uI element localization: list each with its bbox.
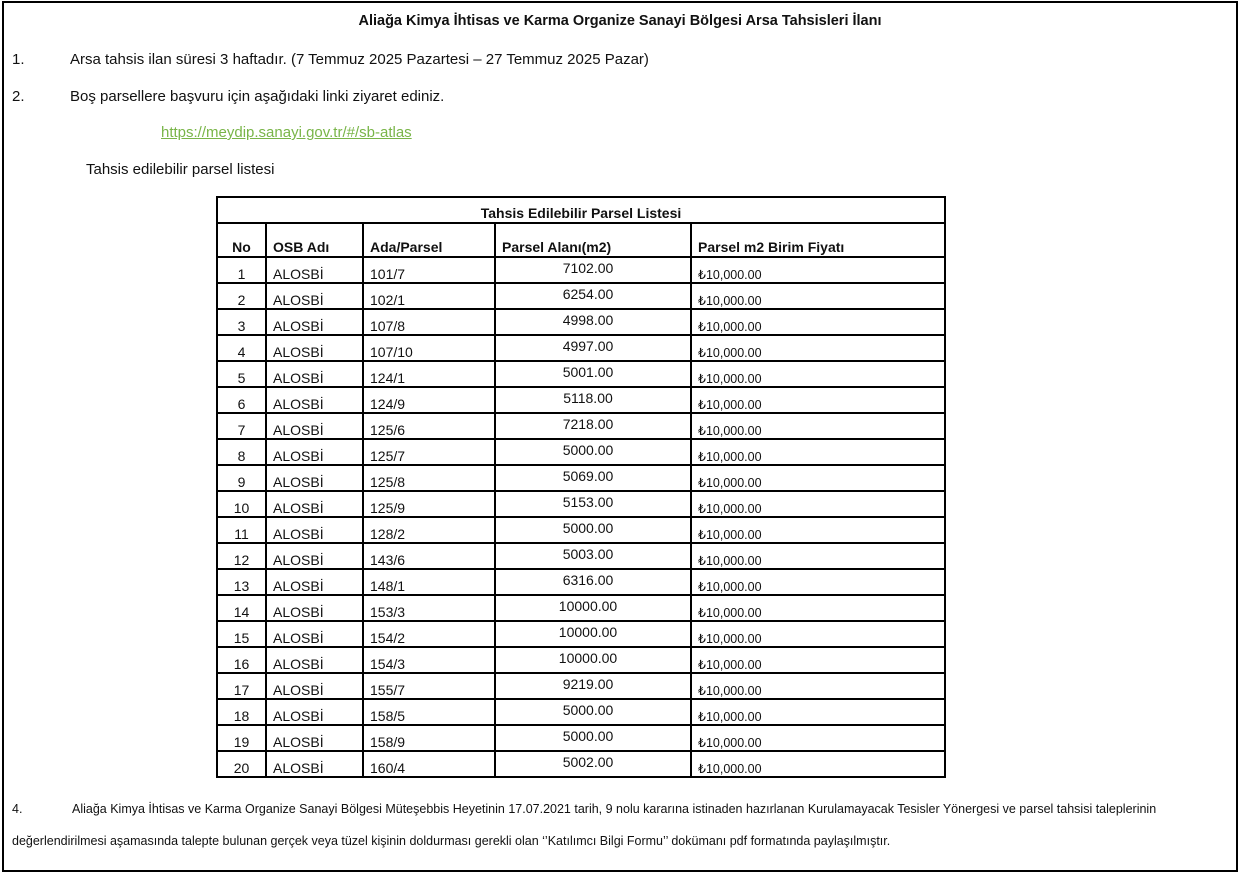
cell-area: 5000.00 xyxy=(495,725,691,751)
cell-area: 5069.00 xyxy=(495,465,691,491)
cell-osb-name: ALOSBİ xyxy=(266,517,363,543)
cell-ada-parsel: 107/10 xyxy=(363,335,495,361)
cell-ada-parsel: 125/7 xyxy=(363,439,495,465)
cell-ada-parsel: 158/5 xyxy=(363,699,495,725)
cell-unit-price: ₺10,000.00 xyxy=(691,335,945,361)
cell-no: 8 xyxy=(217,439,266,465)
cell-unit-price: ₺10,000.00 xyxy=(691,569,945,595)
cell-no: 9 xyxy=(217,465,266,491)
column-header-unit-price: Parsel m2 Birim Fiyatı xyxy=(691,223,945,257)
note-number: 4. xyxy=(12,802,23,816)
cell-osb-name: ALOSBİ xyxy=(266,595,363,621)
table-row xyxy=(217,439,945,465)
cell-unit-price: ₺10,000.00 xyxy=(691,465,945,491)
cell-osb-name: ALOSBİ xyxy=(266,621,363,647)
cell-ada-parsel: 154/2 xyxy=(363,621,495,647)
table-row xyxy=(217,595,945,621)
table-row xyxy=(217,257,945,283)
column-header-ada-parsel: Ada/Parsel xyxy=(363,223,495,257)
cell-no: 6 xyxy=(217,387,266,413)
cell-area: 6316.00 xyxy=(495,569,691,595)
cell-no: 4 xyxy=(217,335,266,361)
table-row xyxy=(217,413,945,439)
cell-ada-parsel: 158/9 xyxy=(363,725,495,751)
cell-area: 5000.00 xyxy=(495,439,691,465)
cell-unit-price: ₺10,000.00 xyxy=(691,361,945,387)
cell-unit-price: ₺10,000.00 xyxy=(691,491,945,517)
cell-unit-price: ₺10,000.00 xyxy=(691,387,945,413)
note-4-continued xyxy=(12,834,1222,852)
cell-unit-price: ₺10,000.00 xyxy=(691,595,945,621)
item-number: 1. xyxy=(12,51,25,68)
document-title: Aliağa Kimya İhtisas ve Karma Organize Sanayi Bölgesi Arsa Tahsisleri İlanı xyxy=(358,13,882,29)
note-line-2: değerlendirilmesi aşamasında talepte bulunan gerçek veya tüzel kişinin doldurması gerekli olan ‘’Katılımcı Bilgi Formu’’ dokümanı pdf formatında paylaşılmıştır. xyxy=(12,834,891,848)
table-row xyxy=(217,569,945,595)
sb-atlas-link[interactable]: https://meydip.sanayi.gov.tr/#/sb-atlas xyxy=(161,124,412,141)
cell-ada-parsel: 125/9 xyxy=(363,491,495,517)
cell-no: 14 xyxy=(217,595,266,621)
cell-no: 16 xyxy=(217,647,266,673)
cell-unit-price: ₺10,000.00 xyxy=(691,673,945,699)
cell-unit-price: ₺10,000.00 xyxy=(691,699,945,725)
cell-ada-parsel: 124/1 xyxy=(363,361,495,387)
cell-area: 5000.00 xyxy=(495,517,691,543)
table-caption: Tahsis Edilebilir Parsel Listesi xyxy=(217,197,945,223)
cell-no: 1 xyxy=(217,257,266,283)
cell-no: 20 xyxy=(217,751,266,777)
cell-unit-price: ₺10,000.00 xyxy=(691,725,945,751)
table-row xyxy=(217,751,945,777)
cell-osb-name: ALOSBİ xyxy=(266,725,363,751)
list-item-2 xyxy=(12,88,1212,108)
table-row xyxy=(217,387,945,413)
table-row xyxy=(217,725,945,751)
cell-area: 6254.00 xyxy=(495,283,691,309)
cell-osb-name: ALOSBİ xyxy=(266,673,363,699)
cell-ada-parsel: 128/2 xyxy=(363,517,495,543)
cell-area: 10000.00 xyxy=(495,647,691,673)
cell-no: 12 xyxy=(217,543,266,569)
table-row xyxy=(217,309,945,335)
cell-no: 19 xyxy=(217,725,266,751)
cell-unit-price: ₺10,000.00 xyxy=(691,647,945,673)
list-heading: Tahsis edilebilir parsel listesi xyxy=(86,161,275,178)
cell-ada-parsel: 125/6 xyxy=(363,413,495,439)
cell-osb-name: ALOSBİ xyxy=(266,361,363,387)
cell-osb-name: ALOSBİ xyxy=(266,387,363,413)
column-header-osb: OSB Adı xyxy=(266,223,363,257)
table-row xyxy=(217,491,945,517)
cell-ada-parsel: 148/1 xyxy=(363,569,495,595)
table-row xyxy=(217,283,945,309)
cell-area: 5003.00 xyxy=(495,543,691,569)
table-row xyxy=(217,465,945,491)
cell-ada-parsel: 160/4 xyxy=(363,751,495,777)
cell-osb-name: ALOSBİ xyxy=(266,439,363,465)
column-header-area: Parsel Alanı(m2) xyxy=(495,223,691,257)
cell-area: 5001.00 xyxy=(495,361,691,387)
cell-osb-name: ALOSBİ xyxy=(266,309,363,335)
cell-osb-name: ALOSBİ xyxy=(266,491,363,517)
cell-osb-name: ALOSBİ xyxy=(266,751,363,777)
cell-ada-parsel: 101/7 xyxy=(363,257,495,283)
cell-unit-price: ₺10,000.00 xyxy=(691,543,945,569)
cell-area: 10000.00 xyxy=(495,621,691,647)
cell-ada-parsel: 154/3 xyxy=(363,647,495,673)
cell-no: 3 xyxy=(217,309,266,335)
cell-no: 15 xyxy=(217,621,266,647)
cell-osb-name: ALOSBİ xyxy=(266,257,363,283)
cell-no: 13 xyxy=(217,569,266,595)
cell-ada-parsel: 102/1 xyxy=(363,283,495,309)
table-row xyxy=(217,361,945,387)
list-item-1 xyxy=(12,51,1212,71)
document-page xyxy=(2,1,1238,872)
cell-area: 5002.00 xyxy=(495,751,691,777)
cell-unit-price: ₺10,000.00 xyxy=(691,751,945,777)
item-text: Arsa tahsis ilan süresi 3 haftadır. (7 Temmuz 2025 Pazartesi – 27 Temmuz 2025 Pazar) xyxy=(70,51,649,68)
cell-area: 4997.00 xyxy=(495,335,691,361)
cell-osb-name: ALOSBİ xyxy=(266,647,363,673)
cell-osb-name: ALOSBİ xyxy=(266,543,363,569)
item-text: Boş parsellere başvuru için aşağıdaki linki ziyaret ediniz. xyxy=(70,88,445,105)
cell-area: 5000.00 xyxy=(495,699,691,725)
cell-ada-parsel: 153/3 xyxy=(363,595,495,621)
column-header-no: No xyxy=(217,223,266,257)
table-row xyxy=(217,673,945,699)
cell-area: 9219.00 xyxy=(495,673,691,699)
table-row xyxy=(217,335,945,361)
cell-area: 5153.00 xyxy=(495,491,691,517)
cell-unit-price: ₺10,000.00 xyxy=(691,413,945,439)
note-line-1: Aliağa Kimya İhtisas ve Karma Organize Sanayi Bölgesi Müteşebbis Heyetinin 17.07.2021 tarih, 9 nolu kararına istinaden hazırlanan Kurulamayacak Tesisler Yönergesi ve parsel tahsisi taleplerinin xyxy=(72,802,1157,816)
cell-osb-name: ALOSBİ xyxy=(266,699,363,725)
cell-no: 18 xyxy=(217,699,266,725)
cell-area: 7102.00 xyxy=(495,257,691,283)
note-4 xyxy=(12,802,1222,820)
cell-ada-parsel: 155/7 xyxy=(363,673,495,699)
cell-no: 11 xyxy=(217,517,266,543)
cell-no: 7 xyxy=(217,413,266,439)
cell-area: 10000.00 xyxy=(495,595,691,621)
cell-no: 17 xyxy=(217,673,266,699)
table-row xyxy=(217,621,945,647)
cell-unit-price: ₺10,000.00 xyxy=(691,621,945,647)
item-number: 2. xyxy=(12,88,25,105)
cell-osb-name: ALOSBİ xyxy=(266,283,363,309)
cell-area: 4998.00 xyxy=(495,309,691,335)
cell-unit-price: ₺10,000.00 xyxy=(691,439,945,465)
parcel-table xyxy=(216,196,946,778)
cell-area: 5118.00 xyxy=(495,387,691,413)
cell-ada-parsel: 143/6 xyxy=(363,543,495,569)
cell-no: 10 xyxy=(217,491,266,517)
cell-osb-name: ALOSBİ xyxy=(266,335,363,361)
cell-osb-name: ALOSBİ xyxy=(266,413,363,439)
table-row xyxy=(217,699,945,725)
cell-osb-name: ALOSBİ xyxy=(266,569,363,595)
cell-unit-price: ₺10,000.00 xyxy=(691,517,945,543)
cell-ada-parsel: 124/9 xyxy=(363,387,495,413)
cell-area: 7218.00 xyxy=(495,413,691,439)
cell-osb-name: ALOSBİ xyxy=(266,465,363,491)
cell-no: 2 xyxy=(217,283,266,309)
cell-unit-price: ₺10,000.00 xyxy=(691,257,945,283)
table-row xyxy=(217,647,945,673)
cell-ada-parsel: 125/8 xyxy=(363,465,495,491)
cell-ada-parsel: 107/8 xyxy=(363,309,495,335)
table-row xyxy=(217,543,945,569)
table-row xyxy=(217,517,945,543)
cell-no: 5 xyxy=(217,361,266,387)
cell-unit-price: ₺10,000.00 xyxy=(691,309,945,335)
cell-unit-price: ₺10,000.00 xyxy=(691,283,945,309)
